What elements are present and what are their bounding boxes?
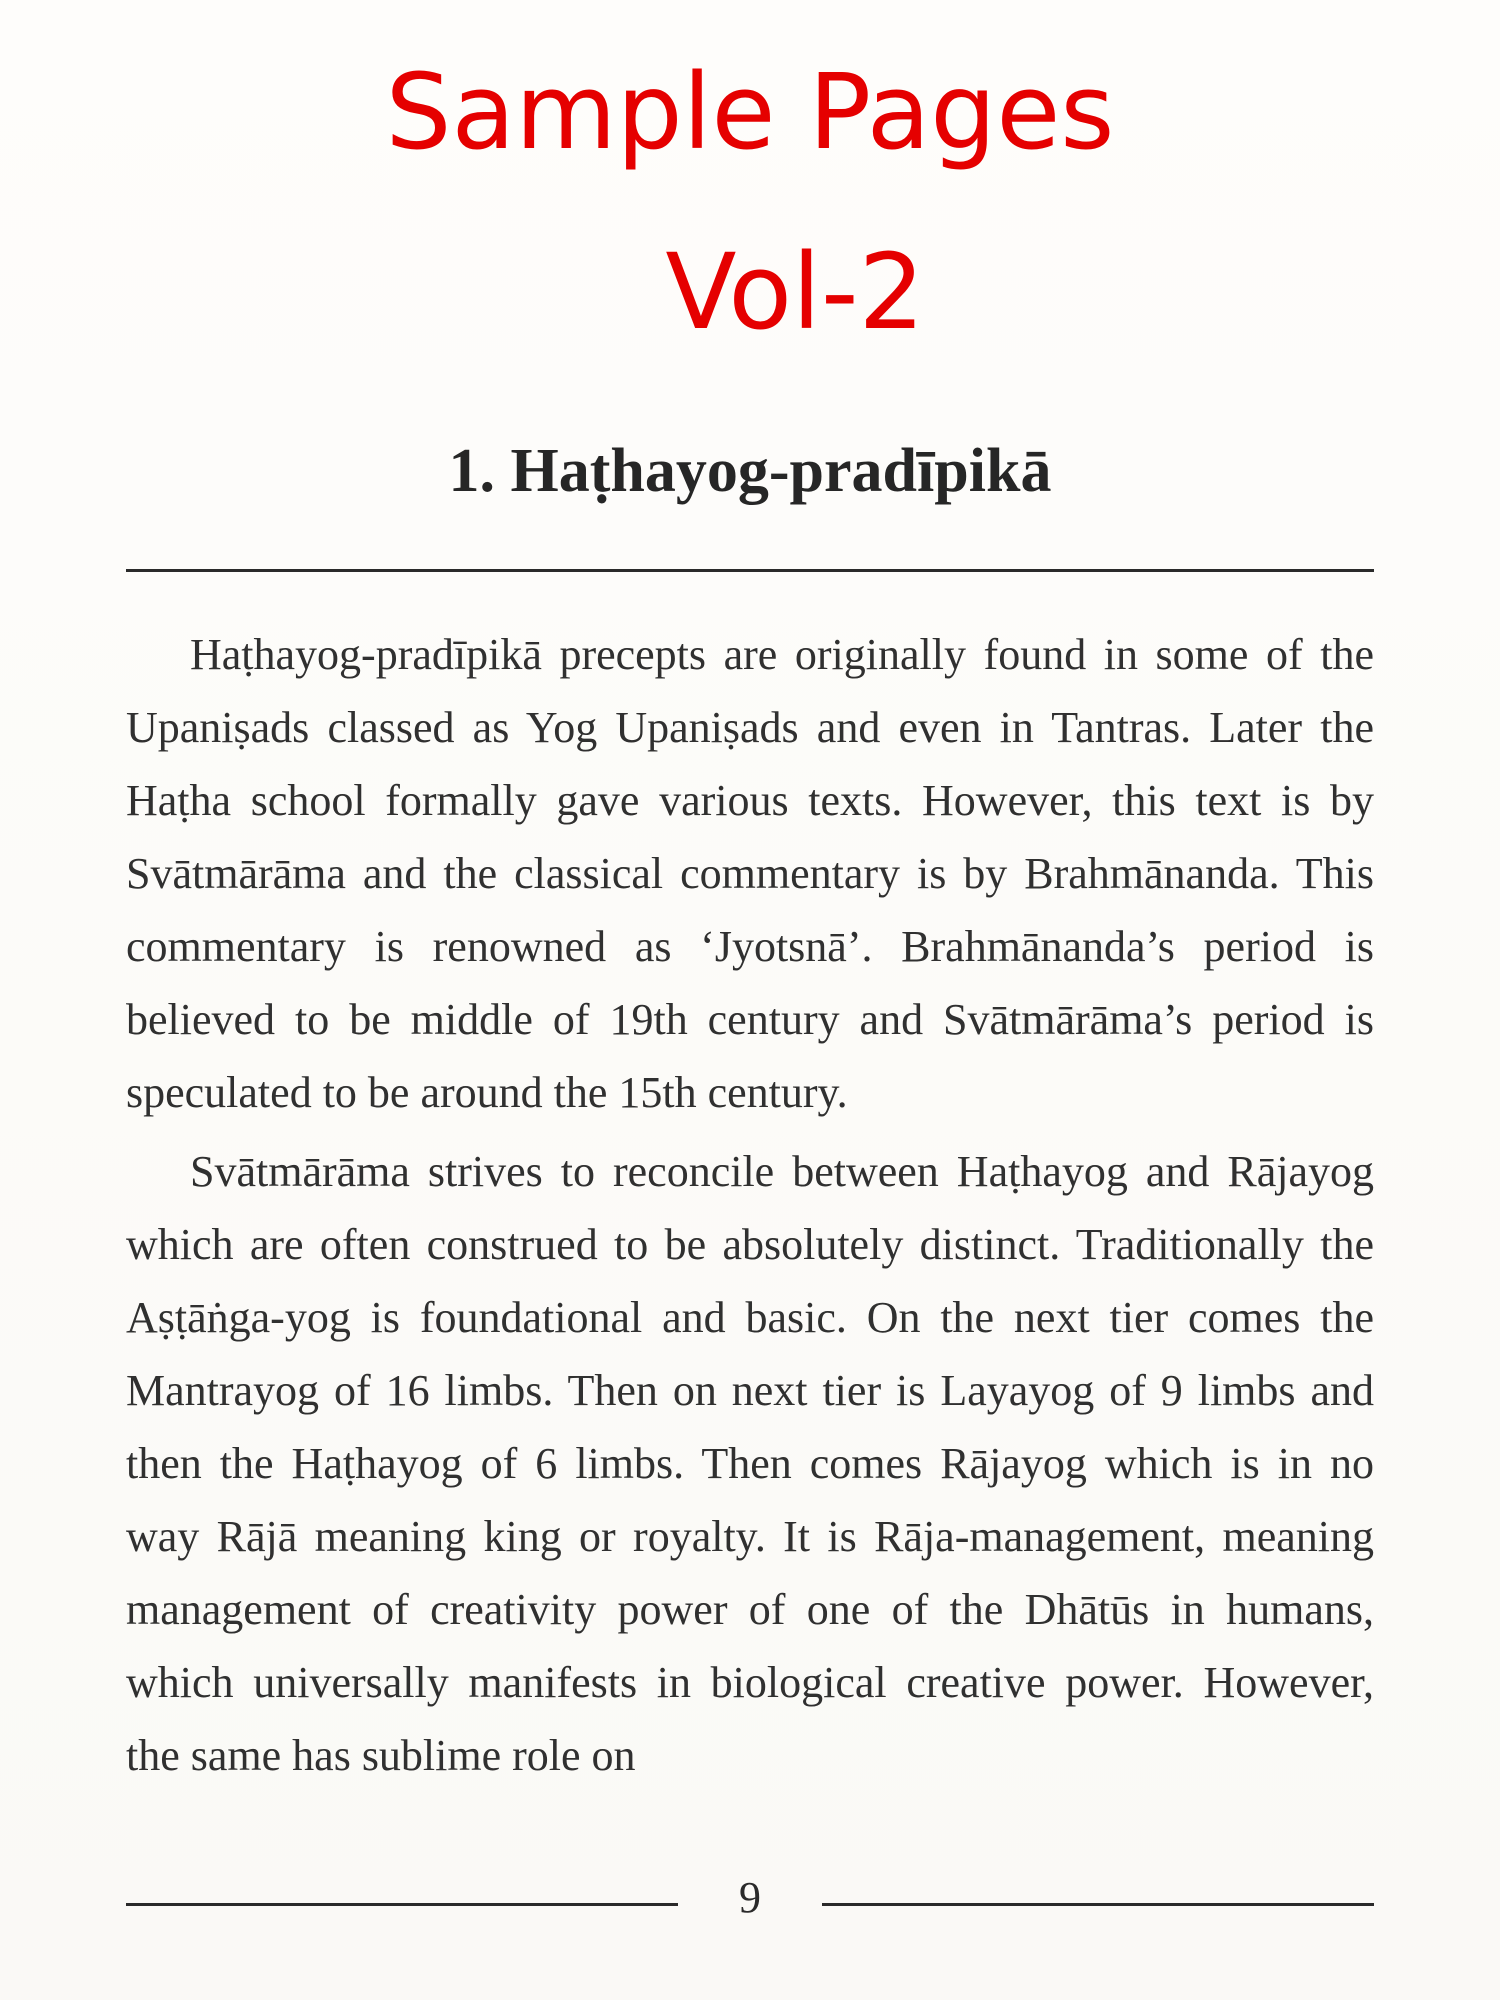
watermark-volume: Vol-2 (665, 231, 925, 353)
paragraph-2: Svātmārāma strives to reconcile between Haṭhayog and Rājayog which are often construed to be absolutely distinct. Traditionally the Aṣṭāṅga-yog is foundational and basic. On the next tier comes the Mantrayog of 16 limbs. Then on next tier is Layayog of 9 limbs and then the Haṭhayog of 6 limbs. Then comes Rājayog which is in no way Rājā meaning king or royalty. It is Rāja-management, meaning management of creativity power of one of the Dhātūs in humans, which universally manifests in biological creative power. However, the same has sublime role on (126, 1147, 1374, 1780)
title-divider (126, 569, 1374, 572)
page-number: 9 (739, 1873, 761, 1922)
body-text (126, 618, 1374, 1798)
chapter-title: 1. Haṭhayog-pradīpikā (448, 437, 1052, 505)
paragraph-1: Haṭhayog-pradīpikā precepts are originally found in some of the Upaniṣads classed as Yog Upaniṣads and even in Tantras. Later the Haṭha school formally gave various texts. However, this text is by Svātmārāma and the classical commentary is by Brahmānanda. This commentary is renowned as ‘Jyotsnā’. Brahmānanda’s period is believed to be middle of 19th century and Svātmārāma’s period is speculated to be around the 15th century. (126, 630, 1374, 1117)
watermark-sample-pages: Sample Pages (385, 51, 1115, 173)
footer-rule-right (822, 1903, 1374, 1906)
